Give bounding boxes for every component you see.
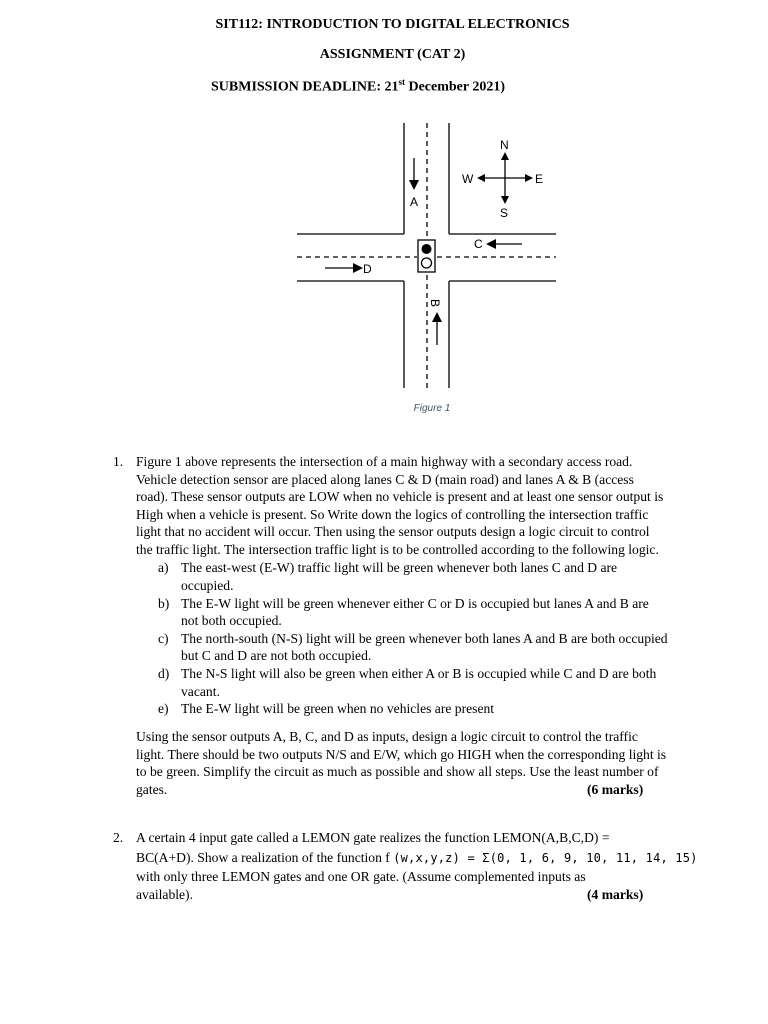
deadline-superscript: st [398, 77, 405, 87]
intersection-diagram [0, 0, 768, 430]
traffic-light-green-lamp [422, 258, 432, 268]
question-2-line: with only three LEMON gates and one OR gate. (Assume complemented inputs as [136, 868, 586, 884]
condition-d-label: d) [158, 666, 170, 681]
question-1-line: light that no accident will occur. Then using the sensor outputs design a logic circuit to control [136, 524, 650, 540]
condition-c-text: The north-south (N-S) light will be green whenever both lanes A and B are both occupied [181, 630, 668, 646]
condition-a-label: a) [158, 560, 169, 575]
condition-b-text: The E-W light will be green whenever either C or D is occupied but lanes A and B are [181, 595, 649, 611]
traffic-light-red-lamp [422, 244, 432, 254]
question-1-instructions: gates. [136, 781, 168, 797]
question-1-instructions: light. There should be two outputs N/S and E/W, which go HIGH when the corresponding light is [136, 746, 667, 762]
lane-a-label: A [410, 195, 419, 209]
deadline-suffix: December 2021) [404, 79, 506, 95]
condition-d-text: vacant. [181, 683, 220, 699]
question-2-marks: (4 marks) [587, 887, 644, 902]
question-1-marks: (6 marks) [587, 781, 644, 797]
question-2-line2-text: BC(A+D). Show a realization of the function f [136, 850, 394, 865]
question-1-line: road). These sensor outputs are LOW when no vehicle is present and at least one sensor output is [136, 489, 664, 505]
question-1-line: the traffic light. The intersection traffic light is to be controlled according to the following logic. [136, 542, 659, 557]
question-2-number: 2. [113, 830, 124, 845]
figure-caption: Figure 1 [413, 403, 451, 414]
question-1-line: High when a vehicle is present. So Write down the logics of controlling the intersection traffic [136, 506, 649, 522]
question-2-line [136, 849, 698, 868]
function-expression: (w,x,y,z) = Σ(0, 1, 6, 9, 10, 11, 14, 15) [393, 851, 698, 865]
lane-b-label: B [428, 299, 442, 308]
question-1-number: 1. [113, 454, 124, 469]
compass-s-label: S [500, 206, 509, 220]
condition-b-label: b) [158, 595, 170, 611]
condition-e-label: e) [158, 701, 169, 716]
compass-rose [462, 138, 543, 220]
assignment-title: ASSIGNMENT (CAT 2) [319, 47, 466, 62]
course-title: SIT112: INTRODUCTION TO DIGITAL ELECTRONICS [215, 17, 570, 32]
question-1-instructions: Using the sensor outputs A, B, C, and D as inputs, design a logic circuit to control the traffic [136, 729, 638, 744]
compass-south-arrow [501, 196, 509, 204]
question-1-line: Vehicle detection sensor are placed along lanes C & D (main road) and lanes A & B (access [136, 471, 634, 487]
condition-c-label: c) [158, 630, 169, 646]
condition-a-text: The east-west (E-W) traffic light will be green whenever both lanes C and D are [181, 560, 618, 575]
deadline-prefix: SUBMISSION DEADLINE: 21 [211, 79, 399, 95]
condition-c-text: but C and D are not both occupied. [181, 648, 372, 663]
question-1-line: Figure 1 above represents the intersection of a main highway with a secondary access road. [136, 454, 633, 469]
lane-a-arrowhead [409, 180, 419, 190]
compass-north-arrow [501, 152, 509, 160]
lane-d-arrowhead [353, 263, 363, 273]
lane-b-arrowhead [432, 312, 442, 322]
compass-e-label: E [535, 172, 544, 186]
condition-e-text: The E-W light will be green when no vehicles are present [181, 701, 495, 716]
question-2-line: available). [136, 887, 193, 902]
question-1-instructions: to be green. Simplify the circuit as much as possible and show all steps. Use the least number of [136, 764, 659, 780]
question-2-line: A certain 4 input gate called a LEMON gate realizes the function LEMON(A,B,C,D) = [136, 830, 610, 845]
condition-b-text: not both occupied. [181, 613, 282, 628]
condition-d-text: The N-S light will also be green when either A or B is occupied while C and D are both [181, 666, 657, 681]
compass-w-label: W [462, 172, 474, 186]
compass-n-label: N [500, 138, 509, 152]
compass-west-arrow [477, 174, 485, 182]
lane-d-label: D [363, 262, 372, 276]
condition-a-text: occupied. [181, 577, 234, 593]
compass-east-arrow [525, 174, 533, 182]
lane-c-label: C [474, 237, 483, 251]
